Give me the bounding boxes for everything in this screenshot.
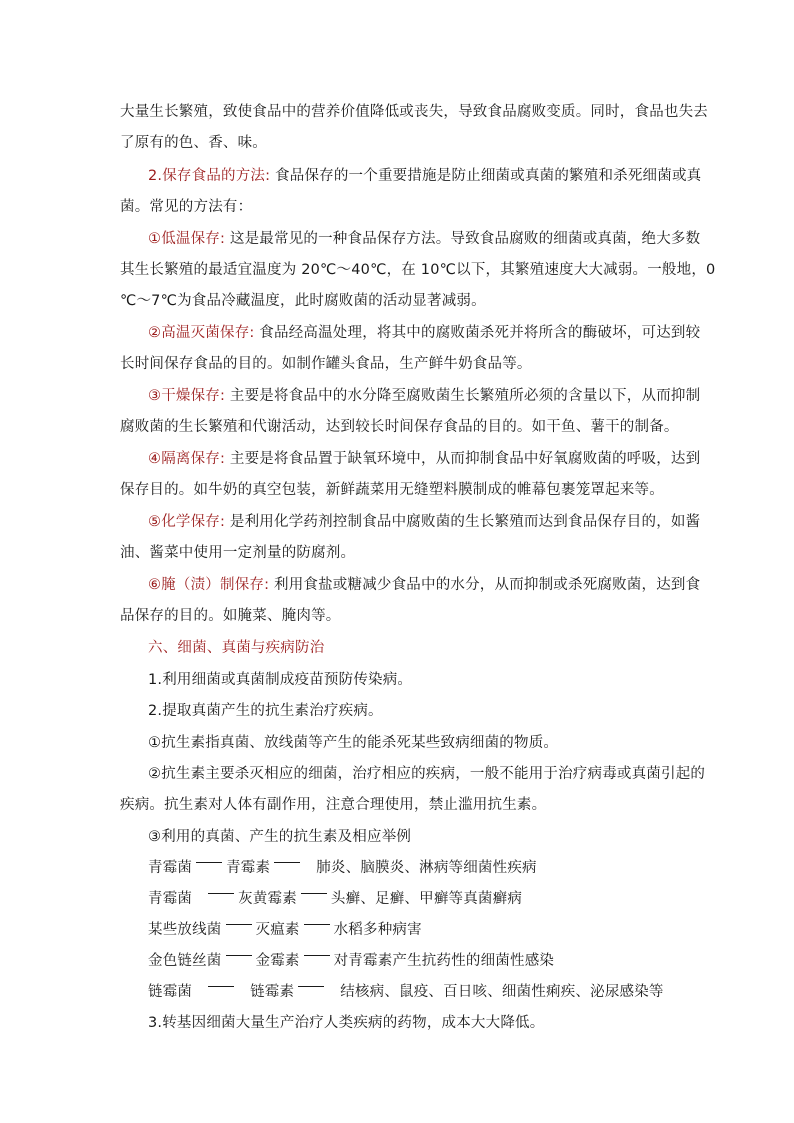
paragraph-text: 利用食盐或糖减少食品中的水分，从而抑制或杀死腐败菌，达到食 [269,577,701,593]
dash-connector [196,862,222,863]
section-label: 2.保存食品的方法: [148,168,271,184]
dash-connector [226,955,252,956]
example-use: 肺炎、脑膜炎、淋病等细菌性疾病 [316,860,537,876]
paragraph-line: 品保存的目的。如腌菜、腌肉等。 [120,608,341,624]
example-antibiotic: 灭瘟素 [255,922,300,938]
method-label-pickle: ⑥腌（渍）制保存: [148,577,270,593]
paragraph-line: 长时间保存食品的目的。如制作罐头食品，生产鲜牛奶食品等。 [120,356,532,372]
example-antibiotic: 青霉素 [226,860,271,876]
example-row [148,982,664,1002]
example-use: 结核病、鼠疫、百日咳、细菌性痢疾、泌尿感染等 [340,984,664,1000]
dash-connector [274,862,300,863]
paragraph-text: 这是最常见的一种食品保存方法。导致食品腐败的细菌或真菌，绝大多数 [225,231,701,247]
dash-connector [304,955,330,956]
dash-connector [298,986,324,987]
paragraph-line: 保存目的。如牛奶的真空包装，新鲜蔬菜用无缝塑料膜制成的帷幕包裹笼罩起来等。 [120,482,664,498]
paragraph-text: 主要是将食品置于缺氧环境中，从而抑制食品中好氧腐败菌的呼吸，达到 [225,451,701,467]
paragraph-line: 了原有的色、香、味。 [120,135,267,151]
example-organism: 某些放线菌 [148,922,222,938]
example-antibiotic: 灰黄霉素 [238,891,297,907]
paragraph-text: 是利用化学药剂控制食品中腐败菌的生长繁殖而达到食品保存目的，如酱 [225,514,701,530]
dash-connector [304,924,330,925]
paragraph-line: ②抗生素主要杀灭相应的细菌，治疗相应的疾病，一般不能用于治疗病毒或真菌引起的 [148,766,706,782]
paragraph-text: 食品保存的一个重要措施是防止细菌或真菌的繁殖和杀死细菌或真 [270,168,702,184]
paragraph-line: 1.利用细菌或真菌制成疫苗预防传染病。 [148,672,413,688]
example-use: 水稻多种病害 [333,922,422,938]
paragraph-line: ℃～7℃为食品冷藏温度，此时腐败菌的活动显著减弱。 [120,293,486,309]
paragraph-line: 3.转基因细菌大量生产治疗人类疾病的药物，成本大大降低。 [148,1015,545,1031]
example-row [148,951,554,971]
paragraph-line: 疾病。抗生素对人体有副作用，注意合理使用，禁止滥用抗生素。 [120,797,547,813]
example-antibiotic: 链霉素 [250,984,295,1000]
paragraph-line: 2.提取真菌产生的抗生素治疗疾病。 [148,703,383,719]
method-item-line [148,449,700,469]
method-label-low-temp: ①低温保存: [148,231,226,247]
paragraph-text: 主要是将食品中的水分降至腐败菌生长繁殖所必须的含量以下，从而抑制 [225,388,701,404]
paragraph-line: 油、酱菜中使用一定剂量的防腐剂。 [120,545,356,561]
example-organism: 链霉菌 [148,984,193,1000]
method-label-dry: ③干燥保存: [148,388,226,404]
method-item-line [148,575,700,595]
dash-connector [208,893,234,894]
example-use: 对青霉素产生抗药性的细菌性感染 [333,953,555,969]
method-heading-line [148,166,701,186]
example-antibiotic: 金霉素 [255,953,300,969]
example-organism: 青霉菌 [148,860,193,876]
example-organism: 金色链丝菌 [148,953,222,969]
paragraph-text: 食品经高温处理，将其中的腐败菌杀死并将所含的酶破坏，可达到较 [254,325,701,341]
paragraph-line: 其生长繁殖的最适宜温度为 20℃～40℃，在 10℃以下，其繁殖速度大大减弱。一般地，0 [120,262,716,278]
method-item-line [148,229,700,249]
method-item-line [148,323,700,343]
paragraph-line: 腐败菌的生长繁殖和代谢活动，达到较长时间保存食品的目的。如干鱼、薯干的制备。 [120,419,679,435]
dash-connector [226,924,252,925]
example-row [148,889,522,909]
example-use: 头癣、足癣、甲癣等真菌癣病 [330,891,523,907]
dash-connector [208,986,234,987]
paragraph-line: 菌。常见的方法有： [120,199,253,215]
example-row [148,858,537,878]
method-item-line [148,512,700,532]
paragraph-line: ①抗生素指真菌、放线菌等产生的能杀死某些致病细菌的物质。 [148,735,559,751]
method-label-isolation: ④隔离保存: [148,451,226,467]
paragraph-line: 大量生长繁殖，致使食品中的营养价值降低或丧失，导致食品腐败变质。同时，食品也失去 [120,104,708,120]
example-row [148,920,422,940]
section-heading-line [148,638,324,658]
paragraph-line: ③利用的真菌、产生的抗生素及相应举例 [148,829,412,845]
method-item-line [148,386,700,406]
example-organism: 青霉菌 [148,891,193,907]
method-label-high-temp: ②高温灭菌保存: [148,325,255,341]
section-heading: 六、细菌、真菌与疾病防治 [148,640,325,656]
method-label-chemical: ⑤化学保存: [148,514,226,530]
dash-connector [301,893,327,894]
